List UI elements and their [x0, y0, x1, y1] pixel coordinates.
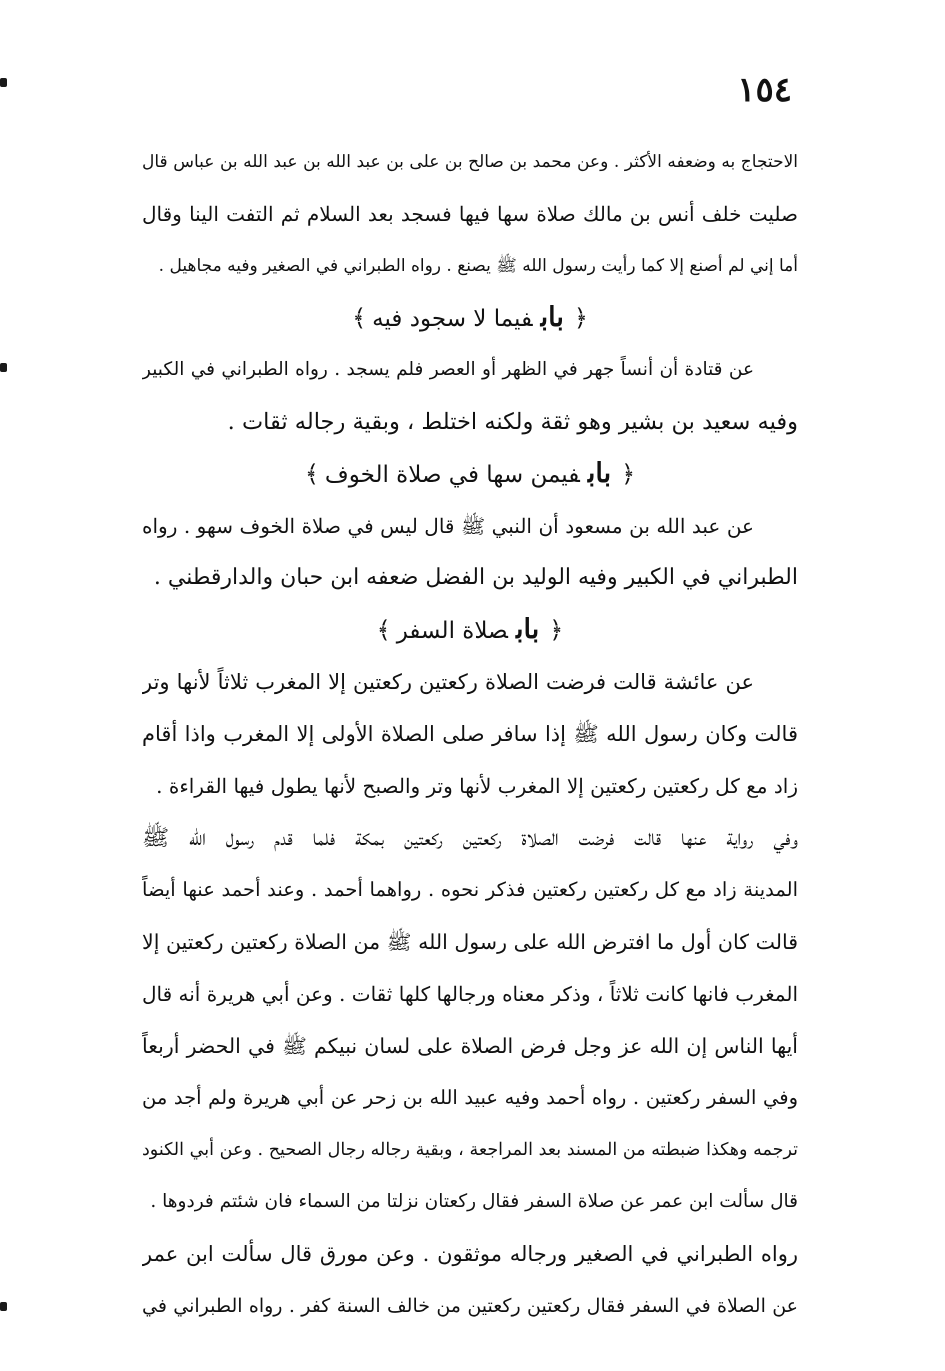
text-line: زاد مع كل ركعتين ركعتين إلا المغرب لأنها وتر والصبح لأنها يطول فيها القراءة .	[156, 774, 798, 798]
text-line: وفيه سعيد بن بشير وهو ثقة ولكنه اختلط ، وبقية رجاله ثقات .	[227, 409, 798, 435]
text-line: صليت خلف أنس بن مالك صلاة سها فيها فسجد بعد السلام ثم التفت الينا وقال	[142, 202, 798, 226]
heading-title: فيما لا سجود فيه	[372, 306, 533, 332]
text-line: ترجمه وهكذا ضبطته من المسند بعد المراجعة ، وبقية رجاله رجال الصحيح . وعن أبي الكنود	[142, 1140, 798, 1160]
text-line: المدينة زاد مع كل ركعتين ركعتين فذكر نحوه . رواهما أحمد . وعند أحمد عنها أيضاً	[142, 878, 798, 901]
margin-mark-top-left	[0, 78, 7, 87]
heading-title: صلاة السفر	[396, 618, 508, 644]
heading-open-bracket: ﴿	[621, 460, 636, 488]
text-line: أما إني لم أصنع إلا كما رأيت رسول الله ﷺ يصنع . رواه الطبراني في الصغير وفيه مجاهيل .	[158, 256, 798, 276]
heading-bab-word: باب	[540, 302, 564, 333]
text-line: أيها الناس إن الله عز وجل فرض الصلاة على لسان نبيكم ﷺ في الحضر أربعاً	[142, 1034, 798, 1058]
section-heading	[142, 448, 798, 500]
heading-open-bracket: ﴿	[573, 304, 588, 332]
heading-close-bracket: ﴾	[376, 616, 391, 644]
text-line: قالت كان أول ما افترض الله على رسول الله ﷺ من الصلاة ركعتين ركعتين إلا	[142, 930, 798, 954]
heading-close-bracket: ﴾	[352, 304, 367, 332]
text-line: رواه الطبراني في الصغير ورجاله موثقون . وعن مورق قال سألت ابن عمر	[142, 1242, 798, 1266]
page-number: ١٥٤	[737, 70, 792, 110]
text-line: المغرب فانها كانت ثلاثاً ، وذكر معناه ورجالها كلها ثقات . وعن أبي هريرة أنه قال	[142, 982, 798, 1006]
text-line: قال سألت ابن عمر عن صلاة السفر فقال ركعتان نزلتا من السماء فان شئتم فردوها .	[150, 1191, 798, 1212]
text-line: الطبراني في الكبير وفيه الوليد بن الفضل ضعفه ابن حبان والدارقطني .	[153, 565, 798, 590]
section-heading	[142, 292, 798, 344]
heading-title: فيمن سها في صلاة الخوف	[324, 462, 580, 488]
text-line: عن قتادة أن أنساً جهر في الظهر أو العصر فلم يسجد . رواه الطبراني في الكبير	[142, 359, 754, 380]
text-line: وفي رواية عنها قالت فرضت الصلاة ركعتين ركعتين بمكة فلما قدم رسول الله ﷺ	[142, 825, 798, 851]
section-heading	[142, 604, 798, 656]
margin-mark-middle-left	[0, 363, 7, 372]
heading-bab-word: باب	[587, 458, 612, 489]
text-line: قالت وكان رسول الله ﷺ إذا سافر صلى الصلاة الأولى إلا المغرب واذا أقام	[142, 722, 798, 746]
text-line: عن الصلاة في السفر فقال ركعتين ركعتين من خالف السنة كفر . رواه الطبراني في	[142, 1295, 798, 1317]
text-line: عن عبد الله بن مسعود أن النبي ﷺ قال ليس في صلاة الخوف سهو . رواه	[142, 514, 754, 538]
margin-mark-bottom-left	[0, 1302, 7, 1311]
text-line: عن عائشة قالت فرضت الصلاة ركعتين ركعتين إلا المغرب ثلاثاً لأنها وتر	[142, 670, 754, 694]
text-line: الاحتجاج به وضعفه الأكثر . وعن محمد بن صالح بن على بن عبد الله بن عبد الله بن عباس قال	[142, 152, 798, 172]
page-body-text	[142, 136, 798, 1332]
heading-open-bracket: ﴿	[549, 616, 564, 644]
text-line: وفي السفر ركعتين . رواه أحمد وفيه عبيد الله بن زحر عن أبي هريرة ولم أجد من	[142, 1086, 798, 1109]
heading-bab-word: باب	[516, 614, 540, 645]
heading-close-bracket: ﴾	[304, 460, 319, 488]
